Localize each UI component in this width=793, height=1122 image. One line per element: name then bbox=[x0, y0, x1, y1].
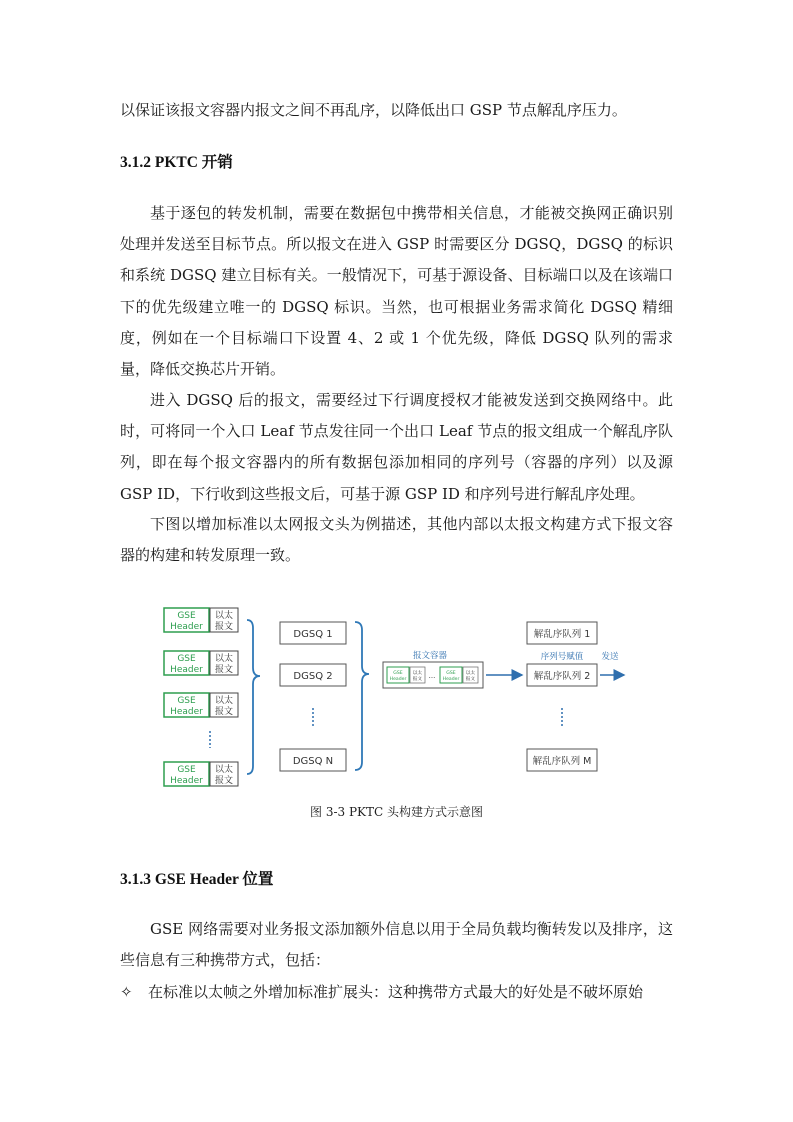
gse-header-label: GSE bbox=[177, 654, 196, 664]
eth-packet-label: 报文 bbox=[214, 622, 234, 632]
dgsq-label: DGSQ 2 bbox=[293, 671, 333, 682]
mini-gse-label: Header bbox=[389, 677, 407, 682]
eth-packet-label: 报文 bbox=[214, 776, 234, 786]
paragraph-pktc-overhead: 基于逐包的转发机制，需要在数据包中携带相关信息，才能被交换网正确识别处理并发送至目标节点。所以报文在进入 GSP 时需要区分 DGSQ，DGSQ 的标识和系统 DGSQ 建立目标有关。一般情况下，可基于源设备、目标端口以及在该端口下的优先级建立唯一的 DGSQ 标识。当然，也可根据业务需求简化 DGSQ 精细度，例如在一个目标端口下设置 4、2 或 1 个优先级，降低 DGSQ 队列的需求量，降低交换芯片开销。 bbox=[120, 204, 673, 379]
figure-caption: 图 3-3 PKTC 头构建方式示意图 bbox=[310, 805, 483, 819]
reorder-label: 解乱序队列 2 bbox=[533, 671, 591, 682]
reorder-label: 解乱序队列 1 bbox=[533, 629, 591, 640]
mini-dots: ... bbox=[428, 672, 436, 680]
send-label: 发送 bbox=[601, 652, 619, 662]
left-brace bbox=[247, 620, 260, 774]
dgsq-box-2 bbox=[280, 664, 346, 686]
bullet-item bbox=[120, 977, 673, 1008]
diamond-bullet-icon: ✧ bbox=[120, 983, 133, 1001]
mini-eth-label: 报文 bbox=[412, 677, 423, 682]
packet-stack-2 bbox=[164, 651, 238, 675]
dgsq-label: DGSQ 1 bbox=[293, 629, 333, 640]
dgsq-box-1 bbox=[280, 622, 346, 644]
gse-header-label: Header bbox=[170, 622, 203, 632]
dgsq-label: DGSQ N bbox=[292, 756, 334, 767]
paragraph-dgsq-scheduling: 进入 DGSQ 后的报文，需要经过下行调度授权才能被发送到交换网络中。此时，可将同一个入口 Leaf 节点发往同一个出口 Leaf 节点的报文组成一个解乱序队列，即在每个报文容器内的所有数据包添加相同的序列号（容器的序列）以及源 GSP ID，下行收到这些报文后，可基于源 GSP ID 和序列号进行解乱序处理。 bbox=[120, 391, 673, 503]
paragraph-figure-intro: 下图以增加标准以太网报文头为例描述，其他内部以太报文构建方式下报文容器的构建和转发原理一致。 bbox=[120, 515, 673, 565]
packet-stack-1 bbox=[164, 608, 238, 632]
paragraph-intro: 以保证该报文容器内报文之间不再乱序，以降低出口 GSP 节点解乱序压力。 bbox=[120, 101, 627, 119]
mini-eth-label: 报文 bbox=[465, 677, 476, 682]
eth-packet-label: 以太 bbox=[214, 654, 234, 664]
reorder-queue-1 bbox=[527, 622, 597, 644]
gse-header-label: GSE bbox=[177, 765, 196, 775]
reorder-label: 解乱序队列 M bbox=[532, 756, 592, 767]
right-brace bbox=[355, 622, 369, 770]
mini-eth-label: 以太 bbox=[465, 671, 476, 676]
gse-header-label: GSE bbox=[177, 611, 196, 621]
reorder-queue-m bbox=[527, 749, 597, 771]
mini-gse-label: GSE bbox=[393, 671, 403, 676]
dgsq-box-n bbox=[280, 749, 346, 771]
heading-3-1-3: 3.1.3 GSE Header 位置 bbox=[120, 871, 274, 888]
packet-container bbox=[383, 662, 483, 688]
bullet-text: 在标准以太帧之外增加标准扩展头：这种携带方式最大的好处是不破坏原始 bbox=[148, 983, 644, 1001]
eth-packet-label: 以太 bbox=[214, 696, 234, 706]
mini-gse-label: Header bbox=[442, 677, 460, 682]
eth-packet-label: 报文 bbox=[214, 707, 234, 717]
heading-3-1-2: 3.1.2 PKTC 开销 bbox=[120, 154, 233, 171]
reorder-queue-2 bbox=[527, 664, 597, 686]
packet-stack-3 bbox=[164, 693, 238, 717]
eth-packet-label: 报文 bbox=[214, 665, 234, 675]
gse-header-label: GSE bbox=[177, 696, 196, 706]
gse-header-label: Header bbox=[170, 776, 203, 786]
eth-packet-label: 以太 bbox=[214, 611, 234, 621]
eth-packet-label: 以太 bbox=[214, 765, 234, 775]
mini-gse-label: GSE bbox=[446, 671, 456, 676]
seq-assign-label: 序列号赋值 bbox=[540, 652, 584, 662]
container-label: 报文容器 bbox=[412, 651, 448, 661]
mini-eth-label: 以太 bbox=[412, 671, 423, 676]
pktc-diagram bbox=[150, 596, 650, 796]
paragraph-gse-network: GSE 网络需要对业务报文添加额外信息以用于全局负载均衡转发以及排序，这些信息有三种携带方式，包括： bbox=[120, 920, 673, 970]
gse-header-label: Header bbox=[170, 665, 203, 675]
gse-header-label: Header bbox=[170, 707, 203, 717]
packet-stack-4 bbox=[164, 762, 238, 786]
